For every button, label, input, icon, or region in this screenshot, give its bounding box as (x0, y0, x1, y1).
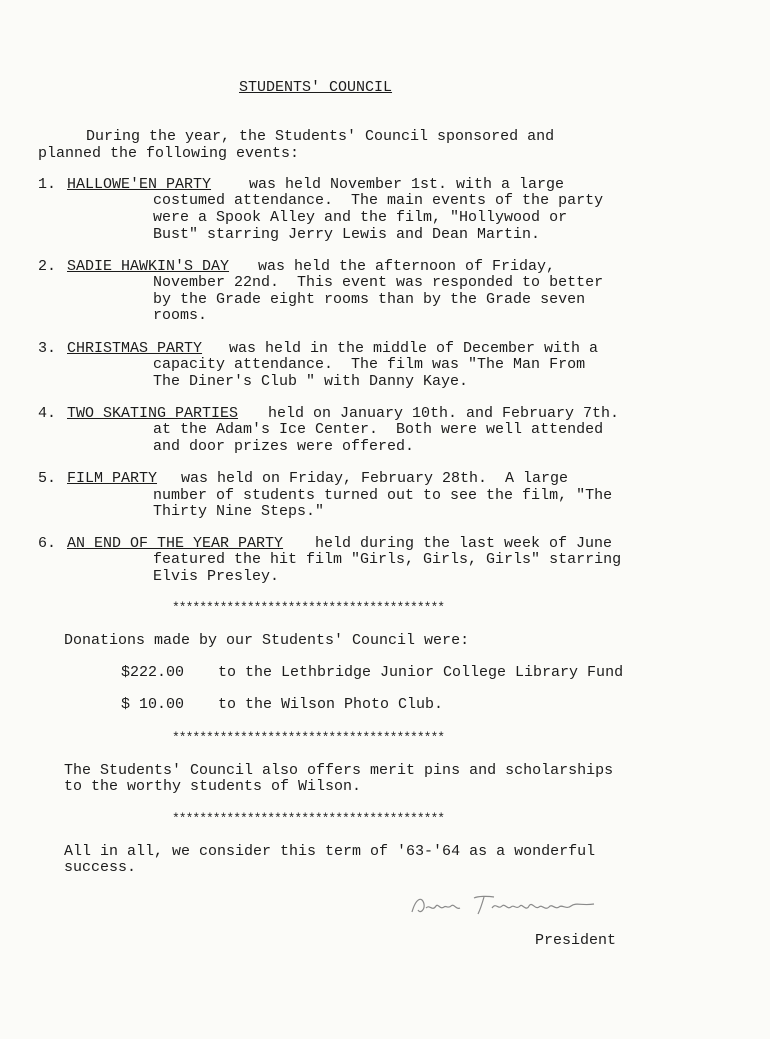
event-text: held during the last week of June (315, 535, 613, 552)
event-number: 3. (38, 340, 57, 357)
event-text: rooms. (153, 307, 208, 324)
event-heading: HALLOWE'EN PARTY (67, 176, 212, 193)
handwritten-signature (408, 890, 608, 920)
donation-description: to the Wilson Photo Club. (218, 696, 444, 713)
event-text: Bust" starring Jerry Lewis and Dean Martin. (153, 226, 541, 243)
event-number: 2. (38, 258, 57, 275)
intro-line-2: planned the following events: (38, 145, 300, 162)
event-text: was held on Friday, February 28th. A large (181, 470, 569, 487)
event-text: was held the afternoon of Friday, (258, 258, 556, 275)
event-number: 4. (38, 405, 57, 422)
event-heading: AN END OF THE YEAR PARTY (67, 535, 284, 552)
event-heading: FILM PARTY (67, 470, 158, 487)
event-text: by the Grade eight rooms than by the Grade seven (153, 291, 586, 308)
event-text: at the Adam's Ice Center. Both were well attended (153, 421, 604, 438)
event-number: 6. (38, 535, 57, 552)
event-heading: SADIE HAWKIN'S DAY (67, 258, 230, 275)
event-text: The Diner's Club " with Danny Kaye. (153, 373, 469, 390)
event-text: held on January 10th. and February 7th. (268, 405, 620, 422)
event-text: number of students turned out to see the film, "The (153, 487, 613, 504)
event-text: November 22nd. This event was responded to better (153, 274, 604, 291)
event-heading: TWO SKATING PARTIES (67, 405, 239, 422)
closing-line-1: All in all, we consider this term of '63-'64 as a wonderful (64, 843, 596, 860)
event-number: 5. (38, 470, 57, 487)
separator: **************************************** (172, 730, 445, 745)
event-text: and door prizes were offered. (153, 438, 415, 455)
merit-line-1: The Students' Council also offers merit pins and scholarships (64, 762, 614, 779)
event-number: 1. (38, 176, 57, 193)
event-text: was held in the middle of December with a (229, 340, 599, 357)
donations-intro: Donations made by our Students' Council were: (64, 632, 470, 649)
event-text: Elvis Presley. (153, 568, 280, 585)
donation-amount: $222.00 (121, 664, 185, 681)
event-text: costumed attendance. The main events of the party (153, 192, 604, 209)
event-text: Thirty Nine Steps." (153, 503, 325, 520)
separator: **************************************** (172, 811, 445, 826)
event-text: was held November 1st. with a large (249, 176, 565, 193)
donation-description: to the Lethbridge Junior College Library Fund (218, 664, 624, 681)
intro-line-1: During the year, the Students' Council sponsored and (86, 128, 555, 145)
signer-title: President (535, 932, 617, 949)
event-text: were a Spook Alley and the film, "Hollywood or (153, 209, 568, 226)
event-text: capacity attendance. The film was "The Man From (153, 356, 586, 373)
merit-line-2: to the worthy students of Wilson. (64, 778, 362, 795)
page-title: STUDENTS' COUNCIL (239, 79, 393, 96)
donation-amount: $ 10.00 (121, 696, 185, 713)
event-text: featured the hit film "Girls, Girls, Girls" starring (153, 551, 622, 568)
event-heading: CHRISTMAS PARTY (67, 340, 203, 357)
separator: **************************************** (172, 600, 445, 615)
closing-line-2: success. (64, 859, 137, 876)
